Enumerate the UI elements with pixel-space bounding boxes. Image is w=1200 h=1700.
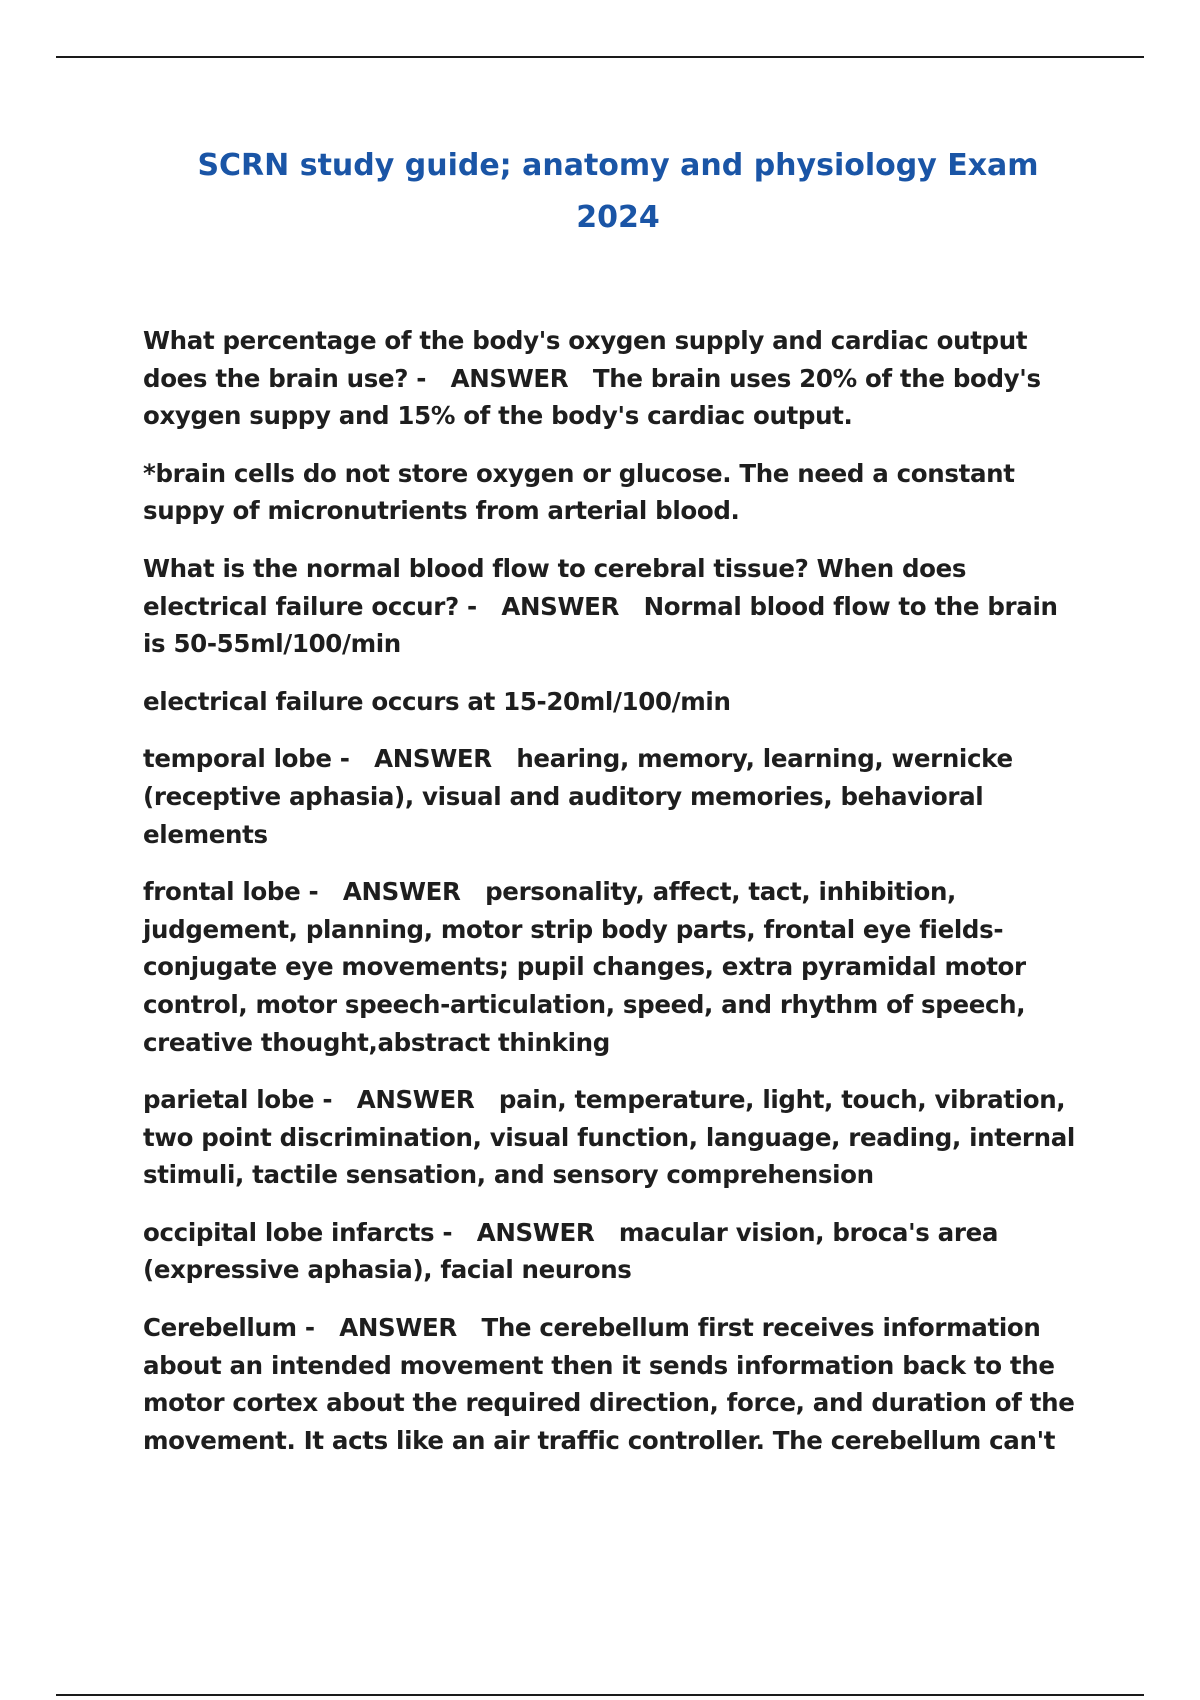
entry-question: frontal lobe - [143, 877, 319, 907]
entry-note: *brain cells do not store oxygen or glucose. The need a constant suppy of micronutrients from arterial blood. [143, 458, 1015, 526]
entry-question: What is the normal blood flow to cerebral tissue? When does electrical failure occur? - [143, 553, 967, 621]
answer-label: ANSWER [342, 877, 461, 907]
title-line-2: 2024 [576, 200, 660, 235]
entry-answer: hearing, memory, learning, wernicke (receptive aphasia), visual and auditory memories, behavioral elements [143, 744, 1013, 849]
entry-question: What percentage of the body's oxygen supply and cardiac output does the brain use? - [143, 326, 1028, 393]
entry-answer: macular vision, broca's area (expressive aphasia), facial neurons [143, 1217, 999, 1285]
answer-label: ANSWER [356, 1085, 475, 1115]
note-brain-cells [143, 455, 1088, 530]
qa-entry-cerebellum [143, 1309, 1088, 1459]
entry-note: electrical failure occurs at 15-20ml/100/min [143, 686, 731, 716]
qa-entry-parietal-lobe [143, 1081, 1088, 1194]
entry-question: temporal lobe - [143, 744, 350, 774]
qa-entry-occipital-lobe [143, 1214, 1088, 1289]
top-rule [56, 56, 1144, 58]
note-electrical-failure [143, 683, 1088, 721]
entry-answer: The cerebellum first receives information about an intended movement then it sends information back to the motor cortex about the required direction, force, and duration of the movement. It acts like an air traffic controller. The cerebellum can't [143, 1313, 1075, 1455]
entry-answer: personality, affect, tact, inhibition, judgement, planning, motor strip body parts, frontal eye fields- conjugate eye movements; pupil changes, extra pyramidal motor control, motor speech-articulation, speed, and rhythm of speech, creative thought,abstract thinking [143, 877, 1026, 1057]
answer-label: ANSWER [450, 363, 569, 393]
qa-entry-blood-flow [143, 550, 1088, 663]
entry-question: Cerebellum - [143, 1313, 315, 1343]
answer-label: ANSWER [339, 1313, 457, 1343]
entry-question: parietal lobe - [143, 1085, 333, 1115]
bottom-rule [56, 1694, 1144, 1696]
qa-entry-temporal-lobe [143, 740, 1088, 853]
answer-label: ANSWER [374, 744, 492, 774]
entry-answer: Normal blood flow to the brain is 50-55ml/100/min [143, 591, 1058, 659]
qa-entry-oxygen-supply [143, 322, 1088, 435]
entry-question: occipital lobe infarcts - [143, 1217, 453, 1247]
document-title [150, 140, 1086, 244]
answer-label: ANSWER [501, 591, 620, 621]
qa-entry-frontal-lobe [143, 873, 1088, 1061]
entry-answer: The brain uses 20% of the body's oxygen suppy and 15% of the body's cardiac output. [143, 363, 1041, 431]
answer-label: ANSWER [476, 1217, 595, 1247]
document-body [143, 322, 1088, 1479]
entry-answer: pain, temperature, light, touch, vibration, two point discrimination, visual function, language, reading, internal stimuli, tactile sensation, and sensory comprehension [143, 1085, 1075, 1190]
title-line-1: SCRN study guide; anatomy and physiology Exam [197, 148, 1039, 183]
